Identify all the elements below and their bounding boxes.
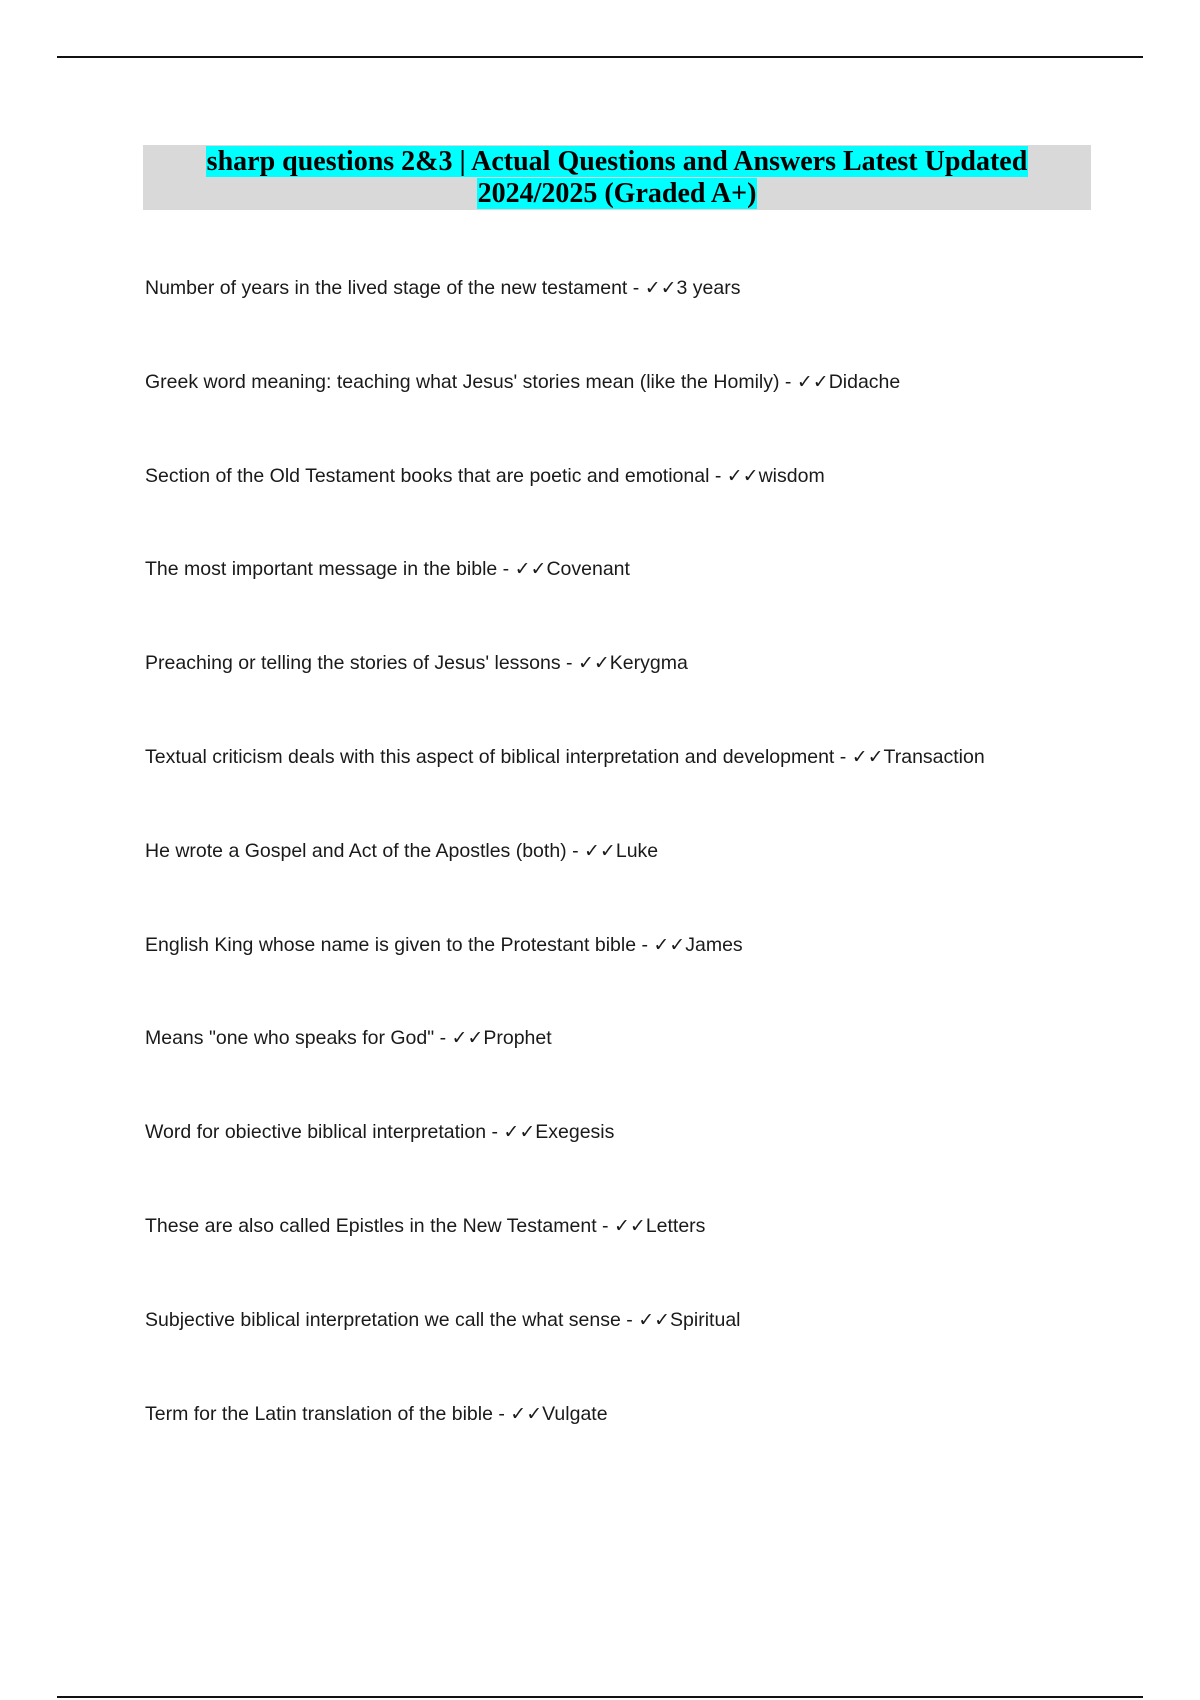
title-banner — [143, 145, 1091, 210]
answer-text: Kerygma — [609, 652, 688, 675]
answer-text: Luke — [615, 839, 659, 862]
question-text: Means "one who speaks for God" — [145, 1027, 435, 1050]
checkmark-icon: ✓✓ — [653, 933, 686, 956]
separator: - — [560, 652, 578, 675]
checkmark-icon: ✓✓ — [584, 839, 616, 862]
separator: - — [566, 839, 585, 862]
separator: - — [486, 1121, 504, 1144]
title-line-2: 2024/2025 (Graded A+) — [477, 177, 757, 209]
qa-item — [145, 645, 1125, 739]
separator: - — [627, 277, 645, 299]
qa-item — [145, 270, 1125, 364]
separator: - — [497, 558, 515, 581]
answer-text: Covenant — [546, 558, 630, 581]
qa-list — [145, 270, 1125, 1489]
question-text: Section of the Old Testament books that are poetic and emotional — [145, 464, 710, 487]
question-text: Textual criticism deals with this aspect of biblical interpretation and development — [145, 745, 835, 768]
checkmark-icon: ✓✓ — [503, 1121, 536, 1144]
answer-text: Exegesis — [535, 1121, 615, 1144]
document-title — [167, 146, 1067, 210]
checkmark-icon: ✓✓ — [851, 745, 884, 768]
checkmark-icon: ✓✓ — [514, 558, 547, 581]
answer-text: Didache — [828, 370, 901, 393]
qa-item — [145, 927, 1125, 1021]
separator: - — [492, 1402, 511, 1425]
qa-item — [145, 1302, 1125, 1396]
title-line-1: sharp questions 2&3 | Actual Questions and Answers Latest Updated — [206, 145, 1028, 177]
separator: - — [596, 1214, 614, 1237]
qa-item — [145, 833, 1125, 927]
answer-text: 3 years — [676, 277, 741, 299]
question-text: English King whose name is given to the Protestant bible — [145, 933, 637, 956]
checkmark-icon: ✓✓ — [613, 1214, 646, 1237]
checkmark-icon: ✓✓ — [638, 1308, 671, 1331]
qa-item — [145, 1396, 1125, 1490]
answer-text: Prophet — [483, 1027, 552, 1050]
checkmark-icon: ✓✓ — [577, 652, 610, 675]
qa-item — [145, 1114, 1125, 1208]
question-text: The most important message in the bible — [145, 558, 498, 581]
question-text: Subjective biblical interpretation we call the what sense — [145, 1308, 621, 1331]
qa-item — [145, 739, 1125, 833]
qa-item — [145, 1020, 1125, 1114]
answer-text: Letters — [645, 1214, 706, 1237]
question-text: Term for the Latin translation of the bible — [145, 1402, 493, 1425]
separator: - — [709, 464, 727, 487]
checkmark-icon: ✓✓ — [726, 464, 759, 487]
separator: - — [434, 1027, 452, 1050]
checkmark-icon: ✓✓ — [644, 277, 677, 299]
qa-item — [145, 1208, 1125, 1302]
answer-text: James — [685, 933, 743, 956]
separator: - — [779, 370, 797, 393]
question-text: Preaching or telling the stories of Jesus' lessons — [145, 652, 561, 675]
answer-text: Transaction — [883, 745, 985, 768]
answer-text: wisdom — [758, 464, 825, 487]
answer-text: Vulgate — [542, 1402, 608, 1425]
checkmark-icon: ✓✓ — [510, 1402, 543, 1425]
question-text: Word for obiective biblical interpretation — [145, 1121, 487, 1144]
checkmark-icon: ✓✓ — [796, 370, 829, 393]
separator: - — [620, 1308, 639, 1331]
bottom-divider — [57, 1696, 1143, 1698]
qa-item — [145, 551, 1125, 645]
qa-item — [145, 364, 1125, 458]
top-divider — [57, 56, 1143, 58]
checkmark-icon: ✓✓ — [451, 1027, 484, 1050]
question-text: He wrote a Gospel and Act of the Apostles (both) — [145, 839, 567, 862]
separator: - — [636, 933, 654, 956]
question-text: Number of years in the lived stage of the new testament — [145, 277, 628, 299]
separator: - — [834, 745, 852, 768]
question-text: These are also called Epistles in the New Testament — [145, 1214, 597, 1237]
question-text: Greek word meaning: teaching what Jesus' stories mean (like the Homily) — [145, 370, 780, 393]
answer-text: Spiritual — [670, 1308, 741, 1331]
qa-item — [145, 458, 1125, 552]
